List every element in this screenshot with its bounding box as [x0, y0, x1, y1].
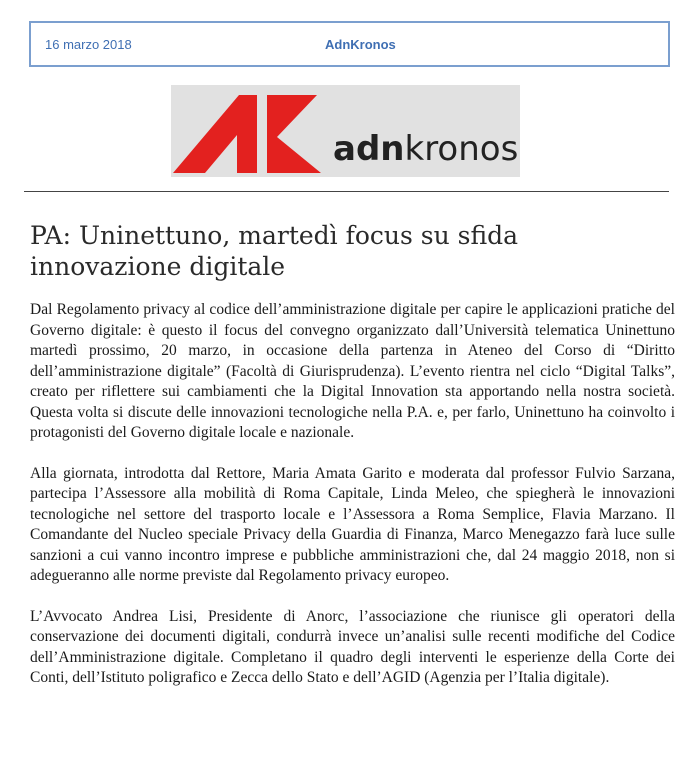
article-paragraph: L’Avvocato Andrea Lisi, Presidente di Anorc, l’associazione che riunisce gli operatori della conservazione dei documenti digitali, condurrà invece un’analisi sulle recenti modifiche del Codice dell’Amministrazione digitale. Completano il quadro degli interventi le esperienze della Corte dei Conti, dell’Istituto poligrafico e Zecca dello Stato e dell’AGID (Agenzia per l’Italia digitale). — [30, 607, 675, 686]
publication-source: AdnKronos — [325, 37, 396, 52]
article-paragraph: Dal Regolamento privacy al codice dell’amministrazione digitale per capire le applicazioni pratiche del Governo digitale: è questo il focus del convegno organizzato dall’Università telematica Uninettuno martedì prossimo, 20 marzo, in occasione della partenza in Ateneo del Corso di “Diritto dell’amministrazione digitale” (Facoltà di Giurisprudenza). L’evento rientra nel ciclo “Digital Talks”, creato per riflettere sui cambiamenti che la Digital Innovation sta apportando nella nostra società. Questa volta si discute delle innovazioni tecnologiche nella P.A. e, per farlo, Uninettuno ha coinvolto i protagonisti del Governo digitale locale e nazionale. — [30, 301, 675, 441]
wordmark-adn: adn — [333, 129, 405, 169]
adnkronos-wordmark — [333, 129, 518, 169]
article-paragraph: Alla giornata, introdotta dal Rettore, Maria Amata Garito e moderata dal professor Fulvio Sarzana, partecipa l’Assessore alla mobilità di Roma Capitale, Linda Meleo, che spiegherà le innovazioni tecnologiche nel settore del trasporto locale e l’Assessora a Roma Semplice, Flavia Marzano. Il Comandante del Nucleo speciale Privacy della Guardia di Finanza, Marco Menegazzo farà luce sulle sanzioni a cui vanno incontro imprese e pubbliche amministrazioni che, dal 24 maggio 2018, non si adegueranno alle norme previste dal Regolamento privacy europeo. — [30, 464, 675, 584]
article-title: PA: Uninettuno, martedì focus su sfida innovazione digitale — [30, 221, 519, 281]
header-divider — [24, 191, 669, 192]
publication-date: 16 marzo 2018 — [45, 37, 132, 52]
article-body — [30, 300, 675, 709]
adnkronos-logo — [171, 85, 520, 177]
article-header — [29, 21, 670, 67]
wordmark-kronos: kronos — [404, 129, 519, 169]
